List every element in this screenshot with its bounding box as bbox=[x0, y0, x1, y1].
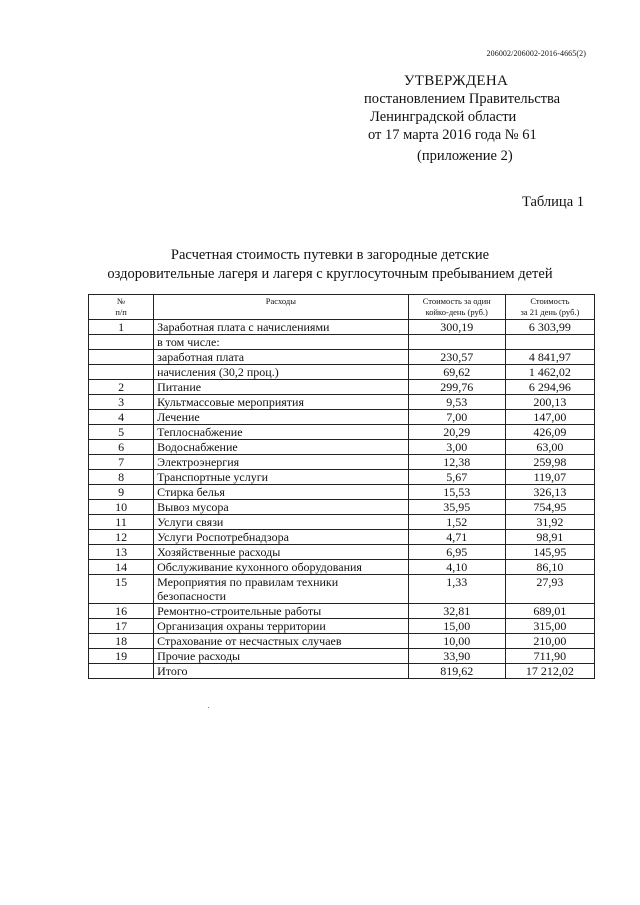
header-expense: Расходы bbox=[154, 295, 409, 320]
row-expense: Лечение bbox=[154, 410, 409, 425]
row-number: 13 bbox=[89, 545, 154, 560]
row-cost-per-day: 7,00 bbox=[408, 410, 505, 425]
table-row bbox=[89, 530, 595, 545]
table-row bbox=[89, 634, 595, 649]
row-cost-per-day: 15,53 bbox=[408, 485, 505, 500]
row-cost-per-day: 12,38 bbox=[408, 455, 505, 470]
row-expense: Страхование от несчастных случаев bbox=[154, 634, 409, 649]
row-expense: в том числе: bbox=[154, 335, 409, 350]
row-expense: Вывоз мусора bbox=[154, 500, 409, 515]
row-number: 11 bbox=[89, 515, 154, 530]
row-number bbox=[89, 350, 154, 365]
row-number bbox=[89, 365, 154, 380]
row-cost-21-days bbox=[505, 335, 594, 350]
row-cost-21-days: 4 841,97 bbox=[505, 350, 594, 365]
header-number: № п/п bbox=[89, 295, 154, 320]
row-expense: Транспортные услуги bbox=[154, 470, 409, 485]
table-label: Таблица 1 bbox=[521, 194, 584, 210]
table-row bbox=[89, 515, 595, 530]
table-row bbox=[89, 335, 595, 350]
row-cost-21-days: 200,13 bbox=[505, 395, 594, 410]
row-cost-per-day: 10,00 bbox=[408, 634, 505, 649]
row-expense: Мероприятия по правилам техники безопасности bbox=[154, 575, 409, 604]
row-cost-21-days: 119,07 bbox=[505, 470, 594, 485]
row-cost-per-day: 1,52 bbox=[408, 515, 505, 530]
row-cost-per-day: 32,81 bbox=[408, 604, 505, 619]
table-row bbox=[89, 664, 595, 679]
table-row bbox=[89, 455, 595, 470]
table-body bbox=[89, 320, 595, 679]
document-title bbox=[60, 246, 600, 284]
row-expense: Ремонтно-строительные работы bbox=[154, 604, 409, 619]
row-expense: Обслуживание кухонного оборудования bbox=[154, 560, 409, 575]
row-cost-per-day: 15,00 bbox=[408, 619, 505, 634]
row-cost-per-day: 300,19 bbox=[408, 320, 505, 335]
row-number: 5 bbox=[89, 425, 154, 440]
row-cost-per-day: 35,95 bbox=[408, 500, 505, 515]
row-expense: Прочие расходы bbox=[154, 649, 409, 664]
document-number: 206002/206002-2016-4665(2) bbox=[486, 49, 586, 58]
row-number: 19 bbox=[89, 649, 154, 664]
table-row bbox=[89, 485, 595, 500]
row-expense: Теплоснабжение bbox=[154, 425, 409, 440]
row-expense: заработная плата bbox=[154, 350, 409, 365]
row-cost-per-day: 299,76 bbox=[408, 380, 505, 395]
table-row bbox=[89, 500, 595, 515]
row-number: 14 bbox=[89, 560, 154, 575]
row-number: 15 bbox=[89, 575, 154, 604]
row-expense: Услуги Роспотребнадзора bbox=[154, 530, 409, 545]
row-expense: Стирка белья bbox=[154, 485, 409, 500]
row-number: 3 bbox=[89, 395, 154, 410]
row-number: 4 bbox=[89, 410, 154, 425]
table-row bbox=[89, 320, 595, 335]
table-row bbox=[89, 619, 595, 634]
row-number: 1 bbox=[89, 320, 154, 335]
row-cost-21-days: 147,00 bbox=[505, 410, 594, 425]
row-cost-per-day: 6,95 bbox=[408, 545, 505, 560]
table-row bbox=[89, 649, 595, 664]
table-row bbox=[89, 365, 595, 380]
row-number: 18 bbox=[89, 634, 154, 649]
row-cost-per-day: 1,33 bbox=[408, 575, 505, 604]
approval-line: постановлением Правительства bbox=[364, 91, 561, 107]
table-row bbox=[89, 560, 595, 575]
row-expense: Итого bbox=[154, 664, 409, 679]
table-row bbox=[89, 380, 595, 395]
row-expense: Хозяйственные расходы bbox=[154, 545, 409, 560]
approval-appendix: (приложение 2) bbox=[417, 148, 513, 164]
approval-line: Ленинградской области bbox=[370, 109, 517, 125]
row-number: 2 bbox=[89, 380, 154, 395]
row-cost-21-days: 1 462,02 bbox=[505, 365, 594, 380]
row-expense: Питание bbox=[154, 380, 409, 395]
row-cost-21-days: 6 303,99 bbox=[505, 320, 594, 335]
table-row bbox=[89, 410, 595, 425]
row-cost-21-days: 315,00 bbox=[505, 619, 594, 634]
table-row bbox=[89, 604, 595, 619]
row-expense: начисления (30,2 проц.) bbox=[154, 365, 409, 380]
row-cost-21-days: 145,95 bbox=[505, 545, 594, 560]
row-cost-per-day: 5,67 bbox=[408, 470, 505, 485]
table-row bbox=[89, 545, 595, 560]
table-row bbox=[89, 425, 595, 440]
row-expense: Культмассовые мероприятия bbox=[154, 395, 409, 410]
row-cost-21-days: 426,09 bbox=[505, 425, 594, 440]
header-per-day: Стоимость за один койко-день (руб.) bbox=[408, 295, 505, 320]
table-row bbox=[89, 440, 595, 455]
row-cost-per-day: 4,71 bbox=[408, 530, 505, 545]
row-cost-21-days: 711,90 bbox=[505, 649, 594, 664]
row-expense: Водоснабжение bbox=[154, 440, 409, 455]
row-cost-per-day: 819,62 bbox=[408, 664, 505, 679]
row-expense: Заработная плата с начислениями bbox=[154, 320, 409, 335]
row-cost-per-day: 20,29 bbox=[408, 425, 505, 440]
row-cost-21-days: 210,00 bbox=[505, 634, 594, 649]
approval-line: от 17 марта 2016 года № 61 bbox=[368, 127, 537, 143]
row-cost-21-days: 31,92 bbox=[505, 515, 594, 530]
table-row bbox=[89, 350, 595, 365]
header-per-21-days: Стоимость за 21 день (руб.) bbox=[505, 295, 594, 320]
row-cost-per-day: 33,90 bbox=[408, 649, 505, 664]
row-cost-21-days: 63,00 bbox=[505, 440, 594, 455]
row-number: 8 bbox=[89, 470, 154, 485]
title-line: оздоровительные лагеря и лагеря с круглосуточным пребыванием детей bbox=[107, 266, 553, 282]
row-number: 7 bbox=[89, 455, 154, 470]
row-cost-21-days: 17 212,02 bbox=[505, 664, 594, 679]
row-cost-21-days: 326,13 bbox=[505, 485, 594, 500]
row-number: 12 bbox=[89, 530, 154, 545]
table-row bbox=[89, 575, 595, 604]
table-header-row bbox=[89, 295, 595, 320]
cost-table bbox=[88, 294, 595, 679]
row-cost-21-days: 754,95 bbox=[505, 500, 594, 515]
row-cost-per-day: 230,57 bbox=[408, 350, 505, 365]
row-cost-per-day: 9,53 bbox=[408, 395, 505, 410]
row-number bbox=[89, 335, 154, 350]
row-expense: Организация охраны территории bbox=[154, 619, 409, 634]
row-cost-21-days: 27,93 bbox=[505, 575, 594, 604]
row-number: 10 bbox=[89, 500, 154, 515]
row-number bbox=[89, 664, 154, 679]
row-number: 16 bbox=[89, 604, 154, 619]
row-cost-21-days: 6 294,96 bbox=[505, 380, 594, 395]
approval-stamp bbox=[362, 72, 592, 165]
table-row bbox=[89, 395, 595, 410]
row-expense: Электроэнергия bbox=[154, 455, 409, 470]
row-cost-21-days: 86,10 bbox=[505, 560, 594, 575]
row-cost-21-days: 259,98 bbox=[505, 455, 594, 470]
row-number: 6 bbox=[89, 440, 154, 455]
scan-artifact bbox=[208, 707, 209, 708]
row-cost-per-day bbox=[408, 335, 505, 350]
row-number: 17 bbox=[89, 619, 154, 634]
row-cost-21-days: 98,91 bbox=[505, 530, 594, 545]
approval-heading: УТВЕРЖДЕНА bbox=[403, 73, 509, 89]
row-cost-per-day: 69,62 bbox=[408, 365, 505, 380]
row-cost-21-days: 689,01 bbox=[505, 604, 594, 619]
row-cost-per-day: 3,00 bbox=[408, 440, 505, 455]
row-cost-per-day: 4,10 bbox=[408, 560, 505, 575]
table-row bbox=[89, 470, 595, 485]
title-line: Расчетная стоимость путевки в загородные детские bbox=[170, 247, 490, 263]
row-expense: Услуги связи bbox=[154, 515, 409, 530]
row-number: 9 bbox=[89, 485, 154, 500]
